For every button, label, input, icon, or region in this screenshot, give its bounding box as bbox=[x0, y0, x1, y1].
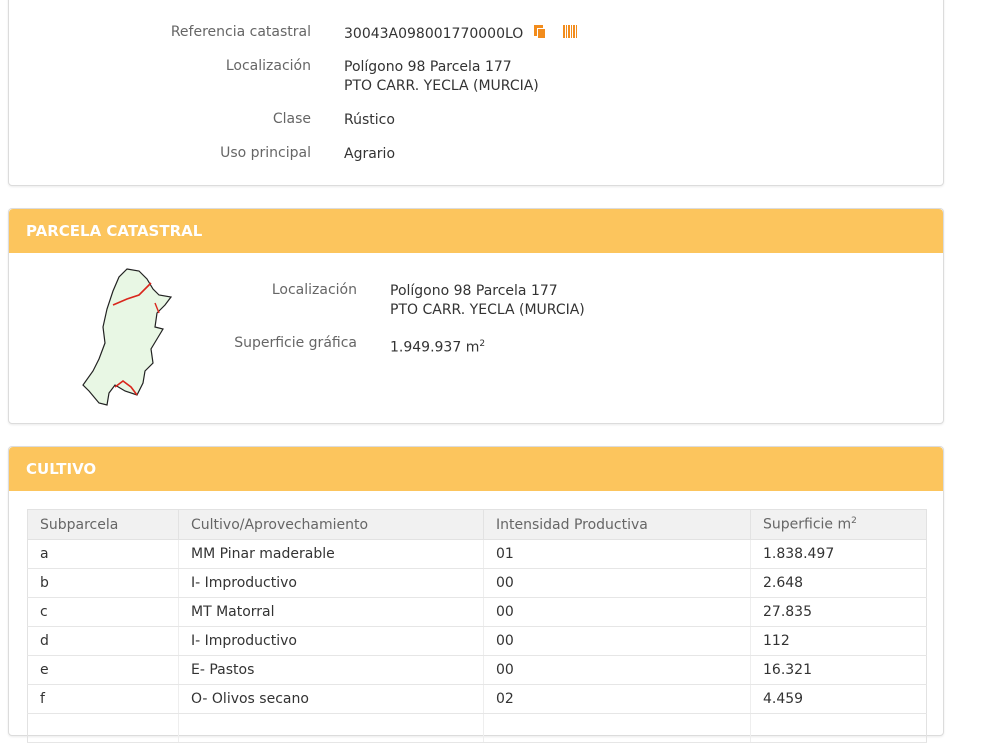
cell-subparcela: e bbox=[28, 656, 179, 685]
table-row bbox=[28, 714, 927, 743]
cell-intensidad: 00 bbox=[484, 656, 751, 685]
cell-subparcela: b bbox=[28, 569, 179, 598]
table-row bbox=[28, 685, 927, 714]
col-superficie-exp: 2 bbox=[851, 516, 857, 527]
barcode-icon[interactable] bbox=[562, 24, 578, 40]
superficie-grafica-exp: 2 bbox=[479, 339, 486, 349]
ref-catastral-text: 30043A098001770000LO bbox=[344, 26, 524, 42]
cell-cultivo bbox=[179, 714, 484, 743]
cell-cultivo: I- Improductivo bbox=[179, 627, 484, 656]
col-superficie bbox=[751, 510, 927, 540]
table-row bbox=[28, 627, 927, 656]
cell-superficie: 16.321 bbox=[751, 656, 927, 685]
col-cultivo: Cultivo/Aprovechamiento bbox=[179, 510, 484, 540]
cell-cultivo: MT Matorral bbox=[179, 598, 484, 627]
uso-principal-label: Uso principal bbox=[220, 145, 311, 161]
col-superficie-text: Superficie m bbox=[763, 516, 852, 533]
cell-superficie: 112 bbox=[751, 627, 927, 656]
ref-catastral-label: Referencia catastral bbox=[170, 24, 311, 40]
localizacion-line1: Polígono 98 Parcela 177 bbox=[344, 59, 512, 75]
cell-subparcela: d bbox=[28, 627, 179, 656]
cultivo-table bbox=[27, 509, 927, 743]
col-intensidad: Intensidad Productiva bbox=[484, 510, 751, 540]
parcela-localizacion-label: Localización bbox=[271, 282, 357, 298]
copy-icon[interactable] bbox=[532, 24, 548, 40]
cultivo-panel bbox=[8, 446, 944, 736]
cell-intensidad: 00 bbox=[484, 627, 751, 656]
superficie-grafica-label: Superficie gráfica bbox=[234, 335, 357, 351]
col-subparcela: Subparcela bbox=[28, 510, 179, 540]
cell-cultivo: E- Pastos bbox=[179, 656, 484, 685]
cell-superficie bbox=[751, 714, 927, 743]
clase-label: Clase bbox=[272, 111, 311, 127]
superficie-grafica-number: 1.949.937 m bbox=[390, 339, 480, 356]
table-header-row bbox=[28, 510, 927, 540]
cell-intensidad: 00 bbox=[484, 598, 751, 627]
cell-cultivo: I- Improductivo bbox=[179, 569, 484, 598]
localizacion-value bbox=[344, 58, 539, 96]
cell-superficie: 27.835 bbox=[751, 598, 927, 627]
table-row bbox=[28, 569, 927, 598]
datos-descriptivos-panel bbox=[8, 0, 944, 186]
parcela-catastral-header: PARCELA CATASTRAL bbox=[9, 209, 943, 253]
table-row bbox=[28, 598, 927, 627]
cell-intensidad bbox=[484, 714, 751, 743]
cell-intensidad: 02 bbox=[484, 685, 751, 714]
parcela-catastral-panel bbox=[8, 208, 944, 424]
parcela-localizacion-line2: PTO CARR. YECLA (MURCIA) bbox=[390, 302, 585, 318]
cell-superficie: 1.838.497 bbox=[751, 540, 927, 569]
localizacion-line2: PTO CARR. YECLA (MURCIA) bbox=[344, 78, 539, 94]
cell-subparcela: a bbox=[28, 540, 179, 569]
table-row bbox=[28, 540, 927, 569]
clase-value: Rústico bbox=[344, 112, 395, 128]
ref-catastral-value bbox=[344, 24, 578, 44]
uso-principal-value: Agrario bbox=[344, 146, 396, 162]
cultivo-header: CULTIVO bbox=[9, 447, 943, 491]
table-row bbox=[28, 656, 927, 685]
superficie-grafica-value bbox=[390, 335, 485, 358]
cell-subparcela: c bbox=[28, 598, 179, 627]
localizacion-label: Localización bbox=[225, 58, 311, 74]
cell-subparcela bbox=[28, 714, 179, 743]
cell-cultivo: O- Olivos secano bbox=[179, 685, 484, 714]
cell-cultivo: MM Pinar maderable bbox=[179, 540, 484, 569]
parcela-localizacion-line1: Polígono 98 Parcela 177 bbox=[390, 283, 558, 299]
cell-superficie: 2.648 bbox=[751, 569, 927, 598]
parcela-localizacion-value bbox=[390, 282, 585, 320]
cell-superficie: 4.459 bbox=[751, 685, 927, 714]
cell-intensidad: 01 bbox=[484, 540, 751, 569]
cell-intensidad: 00 bbox=[484, 569, 751, 598]
cell-subparcela: f bbox=[28, 685, 179, 714]
